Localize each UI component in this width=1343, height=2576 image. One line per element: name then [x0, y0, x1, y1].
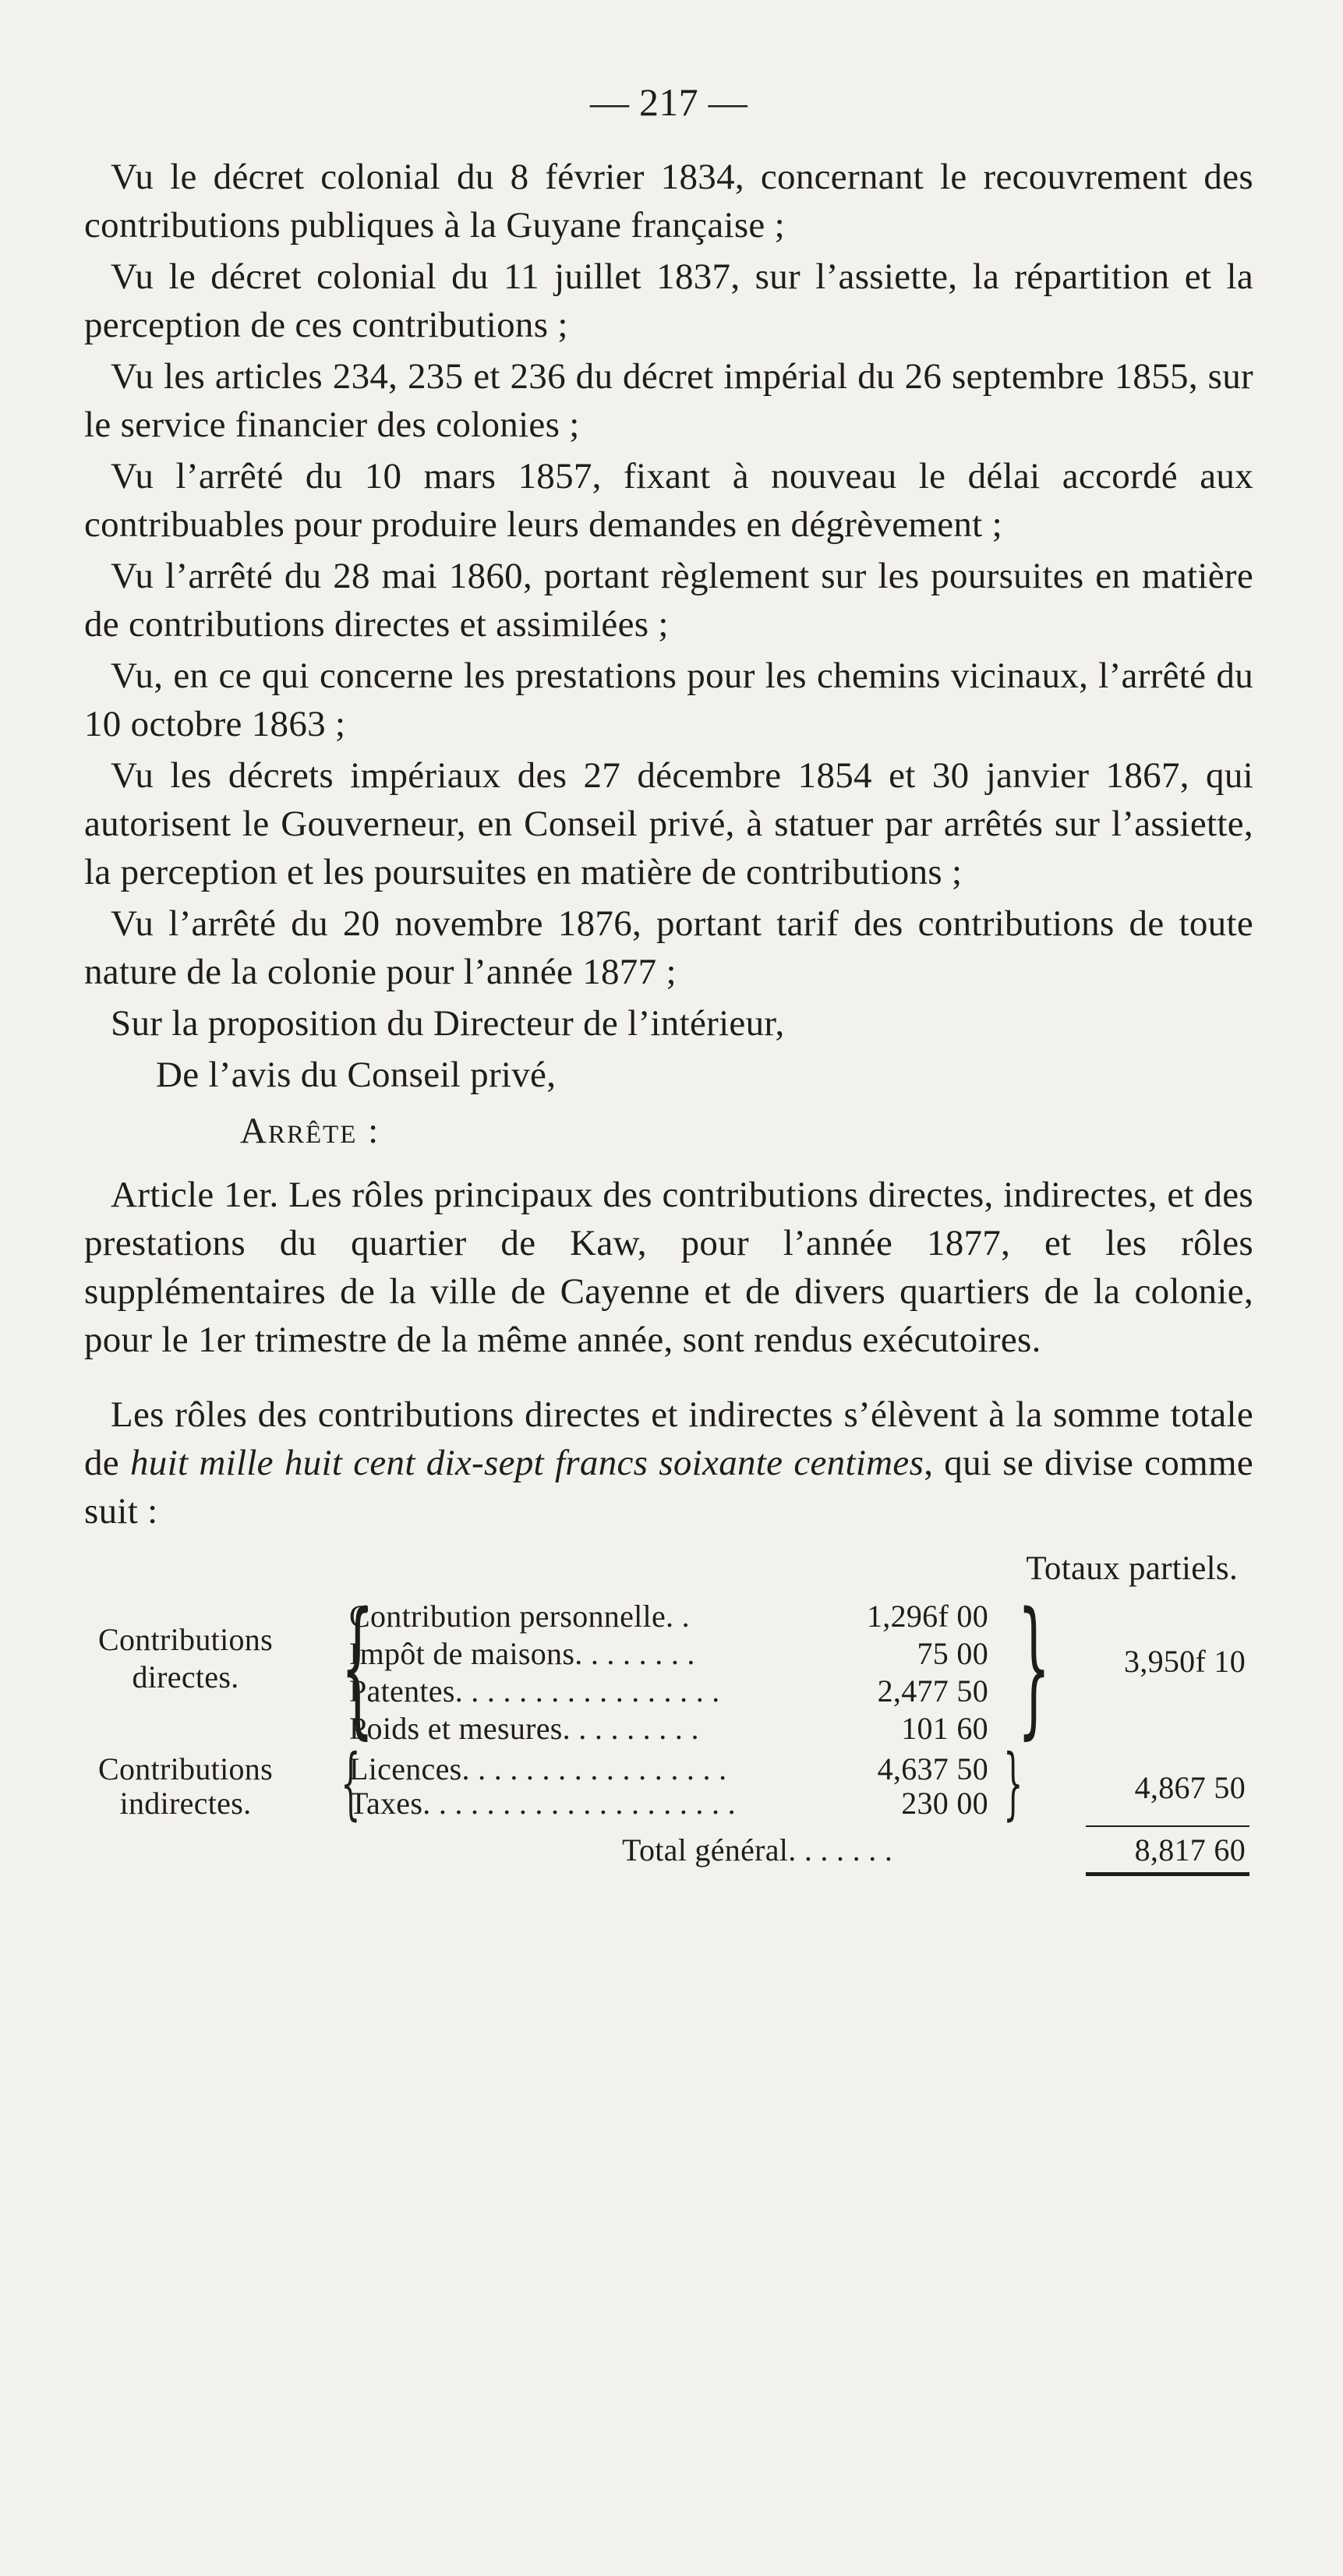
- left-brace-icon: {: [341, 1581, 374, 1753]
- group-directes-label-2: directes.: [132, 1659, 239, 1694]
- row-amount: 230 00: [901, 1786, 988, 1821]
- left-brace-icon: {: [341, 1737, 361, 1829]
- row-item: Taxes. . . . . . . . . . . . . . . . . . . .: [349, 1786, 736, 1821]
- paragraph-8: Vu l’arrêté du 20 novembre 1876, portant tarif des contributions de toute nature de la colonie pour l’année 1877 ;: [84, 903, 1253, 992]
- row-amount: 4,637 50: [877, 1751, 988, 1786]
- group-indirectes-label-1: Contributions: [98, 1751, 273, 1786]
- total-underline: [1086, 1872, 1249, 1876]
- row-amount: 101 60: [901, 1711, 988, 1746]
- page-number: — 217 —: [589, 80, 748, 124]
- paragraph-9: Sur la proposition du Directeur de l’intérieur,: [111, 1003, 785, 1044]
- paragraph-6: Vu, en ce qui concerne les prestations pour les chemins vicinaux, l’arrêté du 10 octobre 1863 ;: [84, 655, 1253, 744]
- row-amount: 1,296f 00: [866, 1599, 988, 1634]
- paragraph-4: Vu l’arrêté du 10 mars 1857, fixant à nouveau le délai accordé aux contribuables pour produire leurs demandes en dégrèvement ;: [84, 456, 1253, 545]
- paragraph-3: Vu les articles 234, 235 et 236 du décret impérial du 26 septembre 1855, sur le service financier des colonies ;: [84, 356, 1253, 445]
- paragraph-1: Vu le décret colonial du 8 février 1834, concernant le recouvrement des contributions publiques à la Guyane française ;: [84, 157, 1253, 246]
- paragraph-2: Vu le décret colonial du 11 juillet 1837, sur l’assiette, la répartition et la perception de ces contributions ;: [84, 256, 1253, 345]
- row-item: Licences. . . . . . . . . . . . . . . . .: [349, 1751, 727, 1786]
- row-amount: 75 00: [917, 1636, 988, 1671]
- paragraph-10: De l’avis du Conseil privé,: [156, 1055, 557, 1095]
- arrete-heading: Arrête :: [240, 1111, 380, 1151]
- row-item: Patentes. . . . . . . . . . . . . . . . .: [349, 1673, 720, 1708]
- subtotal-indirectes: 4,867 50: [1134, 1770, 1246, 1805]
- right-brace-icon: }: [1003, 1737, 1023, 1829]
- subtotal-directes: 3,950f 10: [1123, 1644, 1246, 1679]
- subtotal-rule: [1086, 1825, 1249, 1827]
- row-item: Impôt de maisons. . . . . . . .: [349, 1636, 695, 1671]
- row-item: Contribution personnelle. .: [349, 1599, 690, 1634]
- group-directes-label-1: Contributions: [98, 1622, 273, 1657]
- group-indirectes-label-2: indirectes.: [119, 1786, 252, 1821]
- row-amount: 2,477 50: [877, 1673, 988, 1708]
- document-page: [84, 78, 1253, 1871]
- summary-before: Les rôles des contributions directes et indirectes s’élèvent à la somme totale de: [84, 1394, 1253, 1483]
- paragraph-7: Vu les décrets impériaux des 27 décembre 1854 et 30 janvier 1867, qui autorisent le Gouverneur, en Conseil privé, à statuer par arrêtés sur l’assiette, la perception et les poursuites en matière de contributions ;: [84, 755, 1253, 892]
- paragraph-5: Vu l’arrêté du 28 mai 1860, portant règlement sur les poursuites en matière de contributions directes et assimilées ;: [84, 556, 1253, 645]
- right-brace-icon: }: [1017, 1581, 1051, 1753]
- summary-paragraph: [84, 1390, 1253, 1535]
- contributions-table: [84, 1581, 1253, 1871]
- article-1: Article 1er. Les rôles principaux des contributions directes, indirectes, et des prestations du quartier de Kaw, pour l’année 1877, et les rôles supplémentaires de la ville de Cayenne et de divers quartiers de la colonie, pour le 1er trimestre de la même année, sont rendus exécutoires.: [84, 1175, 1253, 1360]
- total-value: 8,817 60: [1134, 1832, 1246, 1868]
- row-item: Poids et mesures. . . . . . . . .: [349, 1711, 699, 1746]
- summary-after: , qui se divise comme suit :: [84, 1443, 1253, 1532]
- summary-amount-words: huit mille huit cent dix-sept francs soixante centimes: [130, 1443, 924, 1483]
- total-label: Total général. . . . . . .: [622, 1832, 893, 1868]
- partial-totals-header: Totaux partiels.: [1026, 1550, 1238, 1587]
